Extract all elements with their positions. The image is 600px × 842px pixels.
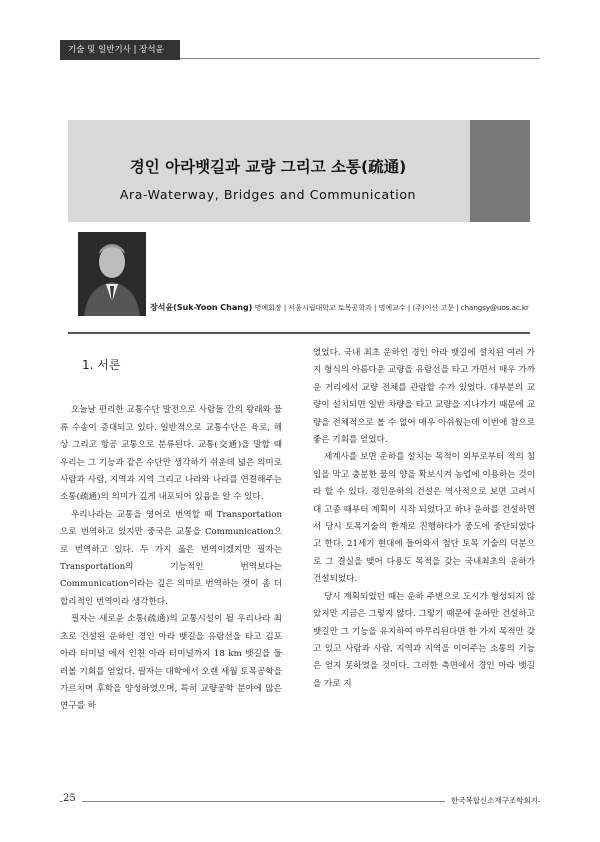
paragraph: 였었다. 국내 최초 운하인 경인 아라 뱃길에 설치된 여러 가지 형식의 아름다운 교량을 유람선을 타고 가면서 매우 가까운 거리에서 교량 전체를 관람할 수가 있었다. 대부분의 교량이 설치되면 일반 차량을 타고 교량을 지나가기 때문에 교량을 전체적으로 볼 수 없어 매우 아쉬웠는데 이번에 참으로 좋은 기회를 얻었다. — [313, 348, 535, 446]
page-number: 25 — [63, 793, 82, 804]
title-korean: 경인 아라뱃길과 교량 그리고 소통(疏通) — [129, 158, 407, 176]
author-portrait-icon — [78, 232, 146, 316]
journal-name: 한국복합신소재구조학회지 — [445, 795, 538, 806]
header-rule — [180, 58, 540, 59]
author-line — [150, 302, 535, 313]
paragraph: 필자는 새로운 소통(疏通)의 교통시설이 될 우리나라 최초로 건설된 운하인 경인 아라 뱃길을 유람선을 타고 김포 아라 터미널 에서 인천 아라 터미널까지 18 km 뱃길을 둘러볼 기회를 얻었다. 필자는 대학에서 오랜 세월 토목공학을 가르치며 후학을 양성하였으며, 특히 교량공학 분야에 많은 연구를 하 — [60, 614, 282, 712]
paragraph: 우리나라는 교통을 영어로 번역할 때 Transportation으로 번역하고 있지만 중국은 교통을 Communication으로 번역하고 있다. 두 가지 옳은 번역이겠지만 필자는 Transportation의 기능적인 번역보다는 Communication이라는 깊은 의미로 번역하는 것이 좀 더 합리적인 번역이라 생각한다. — [60, 509, 282, 607]
title-english: Ara-Waterway, Bridges and Communication — [119, 187, 417, 202]
paragraph: 세계사를 보면 운하를 설치는 목적이 외부로부터 적의 침입을 막고 충분한 물의 양을 확보시켜 농업에 이용하는 것이라 할 수 있다. 경인운하의 건설은 역사적으로 보면 고려시대 고종 때부터 계획이 시작 되었다고 하나 운하를 건설하면서 당시 토목기술의 한계로 진행하다가 중도에 중단되었다고 한다. 21세기 현대에 들어와서 첨단 토목 기술의 덕분으로 그 결실을 맺어 다용도 목적을 갖는 국내최초의 운하가 건설되었다. — [313, 452, 535, 585]
title-side-bar — [470, 120, 530, 222]
paragraph: 당시 계획되었던 때는 운하 주변으로 도시가 형성되지 않았지만 지금은 그렇지 않다. 그렇기 때문에 운하만 건설하고 뱃길만 그 기능을 유지하여 마무리된다면 한 가지 목적만 갖고 있고 사람과 사람, 지역과 지역을 이어주는 소통의 기능은 얻지 못하였을 것이다. 그러한 측면에서 경인 아라 뱃길을 가로 지 — [313, 591, 535, 689]
header-tab: 기술 및 일반기사 | 장석윤 — [60, 40, 180, 60]
author-name: 장석윤(Suk-Yoon Chang) — [150, 303, 253, 312]
section-title: 1. 서론 — [82, 358, 121, 372]
author-details: 명예회장 | 서울시립대학교 토목공학과 | 명예교수 | (주)이산 고문 | changsy@uos.ac.kr — [254, 304, 529, 312]
author-photo — [78, 232, 146, 316]
paragraph: 오늘날 편리한 교통수단 발전으로 사람들 간의 왕래와 물류 수송이 증대되고 있다. 일반적으로 교통수단은 육로, 해상 그리고 항공 교통으로 분류된다. 교통(交通)을 말할 때 우리는 그 기능과 같은 수단만 생각하기 쉬운데 넓은 의미로 사람과 사람, 지역과 지역 그리고 나라와 나라를 연결해주는 소통(疏通)의 의미가 깊게 내포되어 있음을 알 수 있다. — [60, 405, 282, 503]
left-column — [60, 345, 282, 716]
right-column — [313, 345, 535, 693]
